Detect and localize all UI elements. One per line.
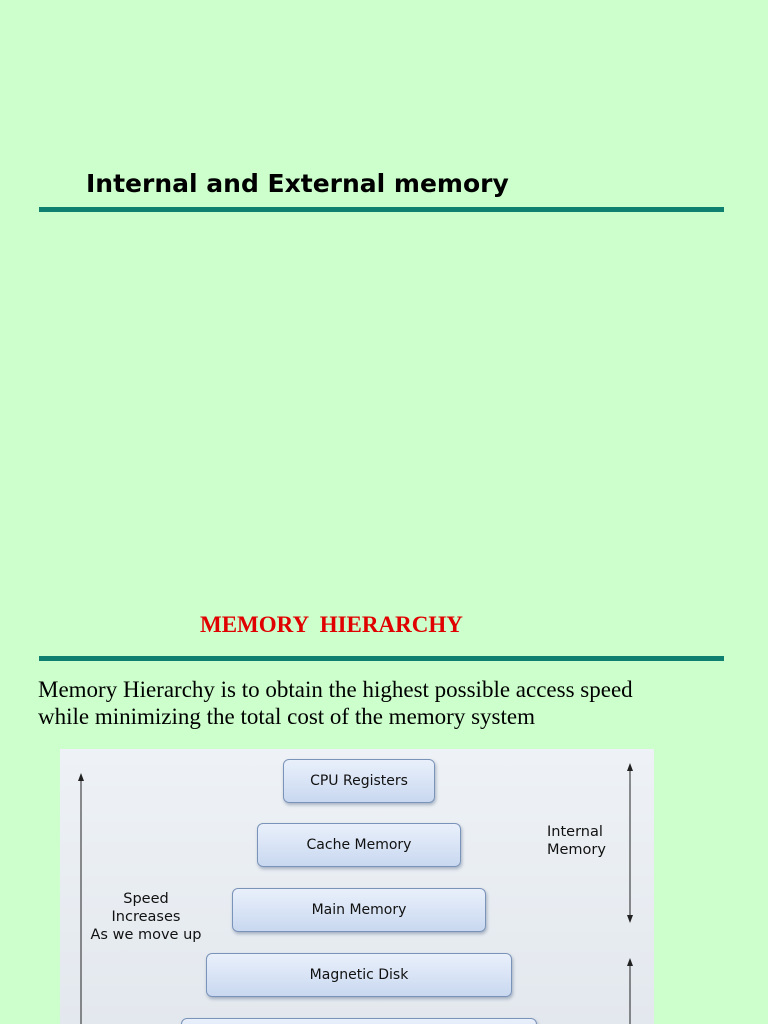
- memory-hierarchy-diagram: [60, 749, 654, 1024]
- level-magnetic-disk: Magnetic Disk: [206, 953, 512, 997]
- external-arrowhead-top: [627, 958, 633, 966]
- body-line: Memory Hierarchy is to obtain the highest possible access speed: [38, 677, 633, 702]
- level-next: [181, 1018, 537, 1024]
- internal-memory-label: [547, 823, 606, 859]
- speed-label: [84, 890, 208, 944]
- speed-label-line: Increases: [111, 909, 181, 925]
- level-cache-memory: Cache Memory: [257, 823, 461, 867]
- internal-arrowhead-top: [627, 763, 633, 771]
- speed-label-line: Speed: [123, 891, 169, 907]
- section-heading: MEMORY HIERARCHY: [200, 612, 463, 637]
- title-divider: [39, 207, 724, 212]
- body-line: while minimizing the total cost of the memory system: [38, 704, 535, 729]
- internal-label-line: Internal: [547, 824, 603, 840]
- internal-arrowhead-bottom: [627, 915, 633, 923]
- page-title: Internal and External memory: [86, 169, 509, 198]
- speed-arrowhead: [78, 773, 84, 781]
- body-paragraph: [38, 676, 738, 730]
- level-cpu-registers: CPU Registers: [283, 759, 435, 803]
- section-divider: [39, 656, 724, 661]
- level-main-memory: Main Memory: [232, 888, 486, 932]
- speed-label-line: As we move up: [90, 927, 202, 943]
- internal-label-line: Memory: [547, 842, 606, 858]
